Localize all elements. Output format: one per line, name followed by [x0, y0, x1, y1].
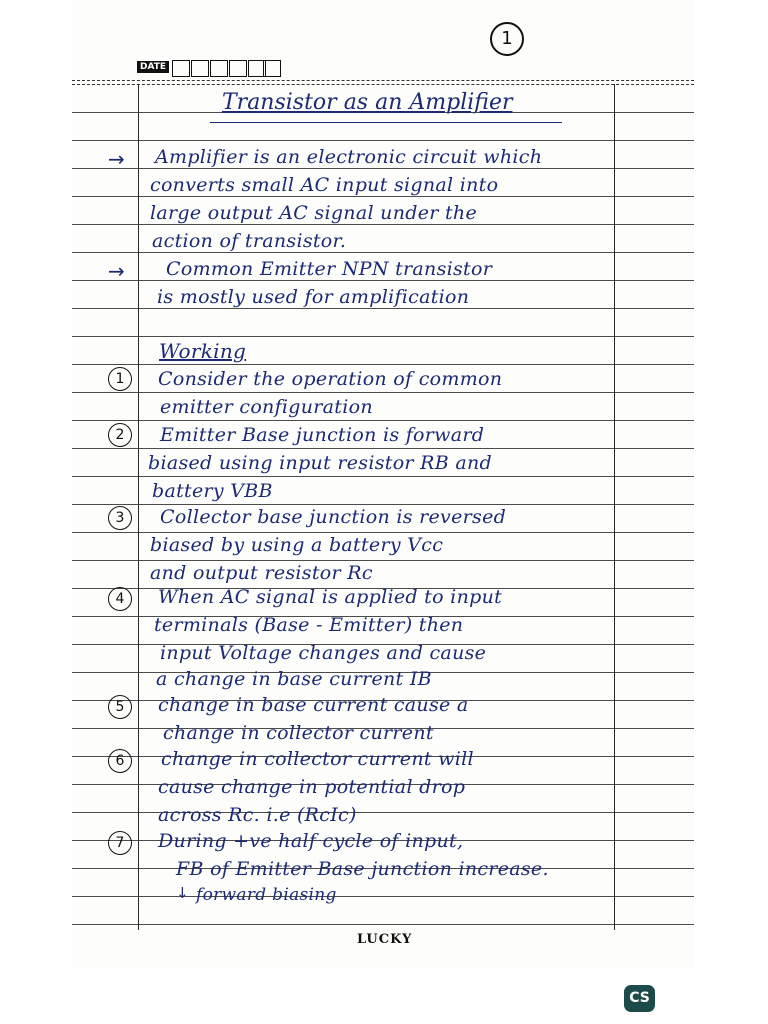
down-arrow-icon: ↓ — [176, 884, 189, 902]
intro-line: Common Emitter NPN transistor — [166, 258, 493, 280]
brand-logo: LUCKY — [357, 932, 413, 947]
camscanner-badge: CS — [624, 985, 655, 1012]
working-line: change in collector current — [163, 722, 434, 744]
rule — [72, 476, 694, 477]
working-line: FB of Emitter Base junction increase. — [176, 858, 549, 880]
point-number: 1 — [108, 367, 132, 391]
date-label: DATE — [137, 61, 169, 73]
working-line: During +ve half cycle of input, — [158, 830, 464, 852]
working-line: terminals (Base - Emitter) then — [154, 614, 464, 636]
right-margin-line — [614, 84, 615, 930]
intro-line: is mostly used for amplification — [157, 286, 470, 308]
rule — [72, 392, 694, 393]
rule — [72, 448, 694, 449]
rule — [72, 280, 694, 281]
working-line: biased using input resistor RB and — [148, 452, 492, 474]
rule — [72, 252, 694, 253]
intro-line: converts small AC input signal into — [150, 174, 499, 196]
rule — [72, 560, 694, 561]
point-number: 4 — [108, 587, 132, 611]
arrow-bullet-icon: → — [108, 259, 125, 283]
point-number: 7 — [108, 831, 132, 855]
point-number: 6 — [108, 749, 132, 773]
point-number: 5 — [108, 695, 132, 719]
working-line: change in base current cause a — [158, 694, 469, 716]
rule — [72, 924, 694, 925]
working-line: and output resistor Rc — [150, 562, 373, 584]
page-number: 1 — [490, 22, 524, 56]
rule — [72, 420, 694, 421]
point-number: 3 — [108, 506, 132, 530]
rule — [72, 168, 694, 169]
date-box — [191, 60, 209, 77]
intro-line: action of transistor. — [152, 230, 347, 252]
working-line: biased by using a battery Vcc — [150, 534, 444, 556]
top-rule — [72, 80, 694, 81]
rule — [72, 896, 694, 897]
rule — [72, 336, 694, 337]
working-line: Collector base junction is reversed — [160, 506, 507, 528]
working-line: input Voltage changes and cause — [160, 642, 487, 664]
point-number: 2 — [108, 423, 132, 447]
rule — [72, 308, 694, 309]
top-rule-2 — [72, 84, 694, 85]
working-line: Consider the operation of common — [158, 368, 503, 390]
working-line: forward biasing — [196, 885, 337, 905]
working-line: change in collector current will — [161, 748, 474, 770]
working-line: across Rc. i.e (RcIc) — [158, 804, 357, 826]
date-box — [172, 60, 190, 77]
title-underline — [210, 122, 562, 123]
working-line: a change in base current IB — [156, 668, 432, 690]
working-line: emitter configuration — [160, 396, 373, 418]
rule — [72, 196, 694, 197]
rule — [72, 532, 694, 533]
working-heading: Working — [159, 339, 247, 363]
rule — [72, 364, 694, 365]
date-box — [210, 60, 228, 77]
working-line: battery VBB — [152, 480, 273, 502]
date-box — [263, 60, 281, 77]
left-margin-line — [138, 84, 139, 930]
working-line: Emitter Base junction is forward — [160, 424, 485, 446]
rule — [72, 140, 694, 141]
date-box — [229, 60, 247, 77]
working-line: cause change in potential drop — [158, 776, 466, 798]
arrow-bullet-icon: → — [108, 147, 125, 171]
intro-line: large output AC signal under the — [150, 202, 478, 224]
intro-line: Amplifier is an electronic circuit which — [155, 146, 543, 168]
page-title: Transistor as an Amplifier — [222, 90, 513, 115]
rule — [72, 224, 694, 225]
working-line: When AC signal is applied to input — [158, 586, 503, 608]
rule — [72, 504, 694, 505]
